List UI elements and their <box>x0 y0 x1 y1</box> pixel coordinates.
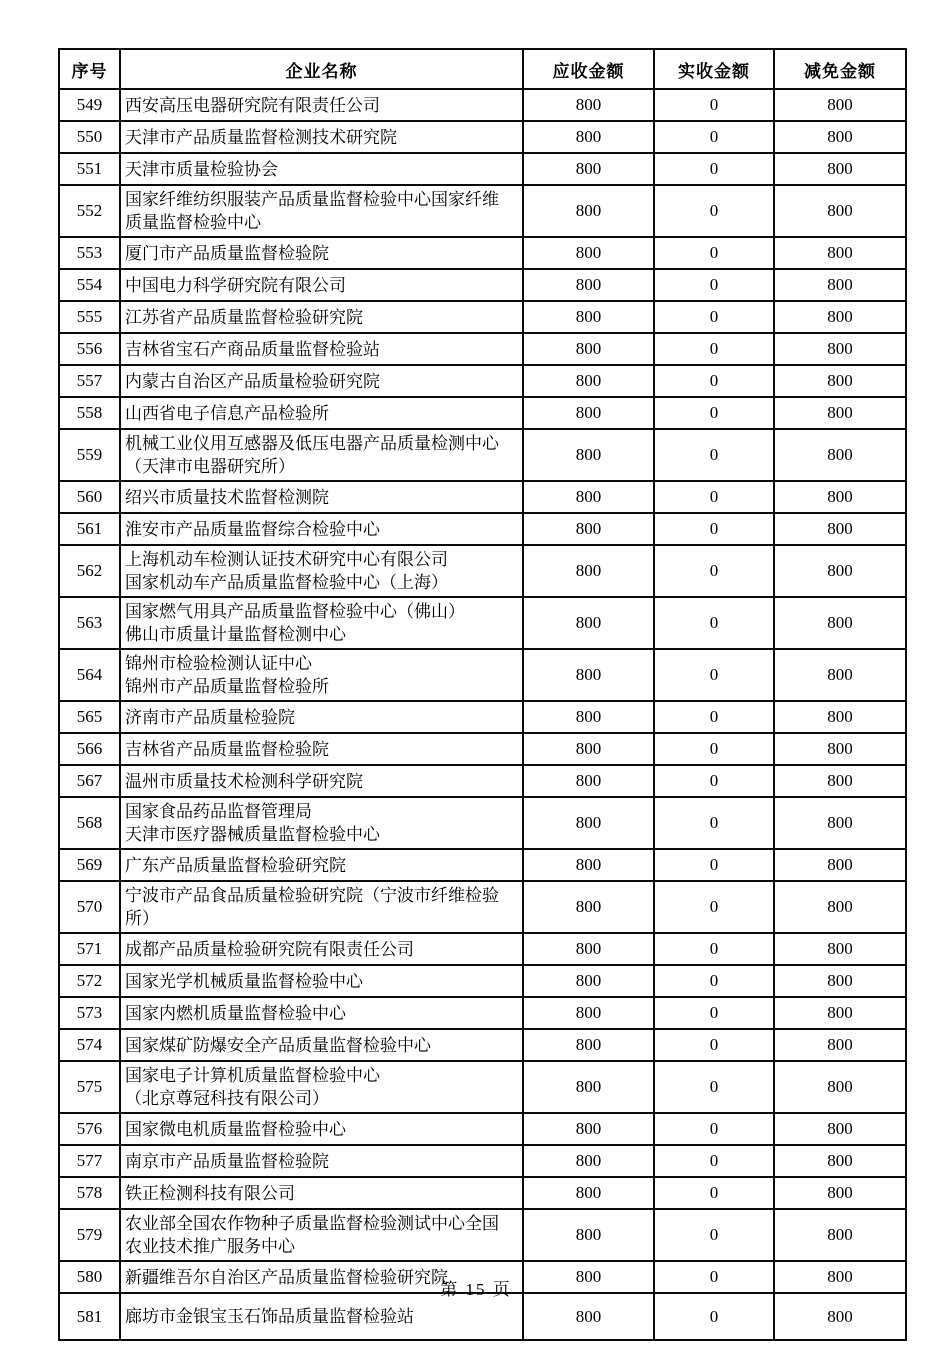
received-amount-cell: 0 <box>654 597 774 649</box>
receivable-amount-cell: 800 <box>523 397 654 429</box>
reduced-amount-cell: 800 <box>774 153 906 185</box>
reduced-amount-cell: 800 <box>774 733 906 765</box>
serial-number-cell: 569 <box>59 849 120 881</box>
receivable-amount-cell: 800 <box>523 1029 654 1061</box>
company-name-cell <box>120 237 523 269</box>
table-row <box>59 933 906 965</box>
company-name-line: 天津市质量检验协会 <box>125 159 278 179</box>
fee-table <box>58 48 907 1341</box>
received-amount-cell: 0 <box>654 89 774 121</box>
reduced-amount-cell: 800 <box>774 1113 906 1145</box>
table-row <box>59 597 906 649</box>
receivable-amount-cell: 800 <box>523 89 654 121</box>
receivable-amount-cell: 800 <box>523 1177 654 1209</box>
serial-number-cell: 555 <box>59 301 120 333</box>
receivable-amount-cell: 800 <box>523 513 654 545</box>
company-name-line: 江苏省产品质量监督检验研究院 <box>125 307 363 327</box>
table-row <box>59 481 906 513</box>
table-row <box>59 545 906 597</box>
company-name-line: 上海机动车检测认证技术研究中心有限公司 <box>125 550 448 569</box>
reduced-amount-cell: 800 <box>774 1177 906 1209</box>
table-row <box>59 649 906 701</box>
company-name-line: （北京尊冠科技有限公司） <box>125 1089 329 1108</box>
received-amount-cell: 0 <box>654 649 774 701</box>
received-amount-cell: 0 <box>654 237 774 269</box>
serial-number-cell: 564 <box>59 649 120 701</box>
company-name-cell <box>120 269 523 301</box>
reduced-amount-cell: 800 <box>774 185 906 237</box>
received-amount-cell: 0 <box>654 1113 774 1145</box>
company-name-cell <box>120 1113 523 1145</box>
company-name-line: 绍兴市质量技术监督检测院 <box>125 487 329 507</box>
table-row <box>59 89 906 121</box>
serial-number-cell: 554 <box>59 269 120 301</box>
serial-number-cell: 560 <box>59 481 120 513</box>
serial-number-cell: 557 <box>59 365 120 397</box>
company-name-line: 机械工业仪用互感器及低压电器产品质量检测中心 <box>125 434 499 453</box>
company-name-line: 国家光学机械质量监督检验中心 <box>125 971 363 991</box>
company-name-line: 淮安市产品质量监督综合检验中心 <box>125 519 380 539</box>
serial-number-cell: 568 <box>59 797 120 849</box>
receivable-amount-cell: 800 <box>523 545 654 597</box>
company-name-line: 宁波市产品食品质量检验研究院（宁波市纤维检验 <box>125 886 499 905</box>
company-name-line: 国家微电机质量监督检验中心 <box>125 1119 346 1139</box>
serial-number-cell: 549 <box>59 89 120 121</box>
reduced-amount-cell: 800 <box>774 649 906 701</box>
received-amount-cell: 0 <box>654 429 774 481</box>
serial-number-cell: 575 <box>59 1061 120 1113</box>
reduced-amount-cell: 800 <box>774 701 906 733</box>
company-name-cell <box>120 545 523 597</box>
received-amount-cell: 0 <box>654 185 774 237</box>
table-row <box>59 237 906 269</box>
reduced-amount-cell: 800 <box>774 1145 906 1177</box>
table-header-row <box>59 49 906 89</box>
company-name-line: 山西省电子信息产品检验所 <box>125 403 329 423</box>
company-name-line: 温州市质量技术检测科学研究院 <box>125 771 363 791</box>
received-amount-cell: 0 <box>654 481 774 513</box>
company-name-cell <box>120 649 523 701</box>
header-reduced-amount: 减免金额 <box>774 49 906 89</box>
received-amount-cell: 0 <box>654 1261 774 1293</box>
table-row <box>59 1029 906 1061</box>
serial-number-cell: 571 <box>59 933 120 965</box>
receivable-amount-cell: 800 <box>523 797 654 849</box>
company-name-cell <box>120 301 523 333</box>
receivable-amount-cell: 800 <box>523 1209 654 1261</box>
receivable-amount-cell: 800 <box>523 997 654 1029</box>
serial-number-cell: 579 <box>59 1209 120 1261</box>
reduced-amount-cell: 800 <box>774 1209 906 1261</box>
received-amount-cell: 0 <box>654 1061 774 1113</box>
receivable-amount-cell: 800 <box>523 1261 654 1293</box>
reduced-amount-cell: 800 <box>774 301 906 333</box>
page-number: 第 15 页 <box>440 1280 512 1299</box>
reduced-amount-cell: 800 <box>774 513 906 545</box>
received-amount-cell: 0 <box>654 965 774 997</box>
serial-number-cell: 574 <box>59 1029 120 1061</box>
received-amount-cell: 0 <box>654 701 774 733</box>
reduced-amount-cell: 800 <box>774 269 906 301</box>
company-name-line: 锦州市检验检测认证中心 <box>125 654 312 673</box>
table-row <box>59 849 906 881</box>
company-name-cell <box>120 333 523 365</box>
header-receivable-amount: 应收金额 <box>523 49 654 89</box>
receivable-amount-cell: 800 <box>523 185 654 237</box>
table-row <box>59 121 906 153</box>
company-name-cell <box>120 397 523 429</box>
company-name-cell <box>120 597 523 649</box>
received-amount-cell: 0 <box>654 881 774 933</box>
reduced-amount-cell: 800 <box>774 1293 906 1340</box>
receivable-amount-cell: 800 <box>523 1061 654 1113</box>
company-name-line: 天津市医疗器械质量监督检验中心 <box>125 825 380 844</box>
table-row <box>59 1113 906 1145</box>
company-name-cell <box>120 881 523 933</box>
table-row <box>59 881 906 933</box>
received-amount-cell: 0 <box>654 365 774 397</box>
company-name-line: 国家食品药品监督管理局 <box>125 802 312 821</box>
receivable-amount-cell: 800 <box>523 701 654 733</box>
receivable-amount-cell: 800 <box>523 333 654 365</box>
company-name-line: 国家电子计算机质量监督检验中心 <box>125 1066 380 1085</box>
received-amount-cell: 0 <box>654 1293 774 1340</box>
table-row <box>59 765 906 797</box>
serial-number-cell: 576 <box>59 1113 120 1145</box>
company-name-cell <box>120 365 523 397</box>
company-name-cell <box>120 1145 523 1177</box>
company-name-cell <box>120 153 523 185</box>
reduced-amount-cell: 800 <box>774 121 906 153</box>
table-body <box>59 89 906 1340</box>
receivable-amount-cell: 800 <box>523 365 654 397</box>
company-name-cell <box>120 1293 523 1340</box>
serial-number-cell: 552 <box>59 185 120 237</box>
company-name-line: 所） <box>125 909 159 928</box>
received-amount-cell: 0 <box>654 269 774 301</box>
receivable-amount-cell: 800 <box>523 429 654 481</box>
table-row <box>59 269 906 301</box>
company-name-line: 成都产品质量检验研究院有限责任公司 <box>125 939 414 959</box>
company-name-line: 农业技术推广服务中心 <box>125 1237 295 1256</box>
company-name-line: 农业部全国农作物种子质量监督检验测试中心全国 <box>125 1214 499 1233</box>
receivable-amount-cell: 800 <box>523 237 654 269</box>
company-name-line: 广东产品质量监督检验研究院 <box>125 855 346 875</box>
table-row <box>59 153 906 185</box>
table-row <box>59 513 906 545</box>
serial-number-cell: 572 <box>59 965 120 997</box>
company-name-line: 西安高压电器研究院有限责任公司 <box>125 95 380 115</box>
reduced-amount-cell: 800 <box>774 429 906 481</box>
company-name-cell <box>120 733 523 765</box>
reduced-amount-cell: 800 <box>774 765 906 797</box>
receivable-amount-cell: 800 <box>523 1113 654 1145</box>
company-name-cell <box>120 481 523 513</box>
company-name-cell <box>120 933 523 965</box>
serial-number-cell: 567 <box>59 765 120 797</box>
company-name-line: 厦门市产品质量监督检验院 <box>125 243 329 263</box>
company-name-line: 内蒙古自治区产品质量检验研究院 <box>125 371 380 391</box>
header-company-name: 企业名称 <box>120 49 523 89</box>
company-name-line: 中国电力科学研究院有限公司 <box>125 275 346 295</box>
receivable-amount-cell: 800 <box>523 481 654 513</box>
receivable-amount-cell: 800 <box>523 933 654 965</box>
reduced-amount-cell: 800 <box>774 89 906 121</box>
company-name-cell <box>120 513 523 545</box>
table-row <box>59 1177 906 1209</box>
company-name-line: 吉林省产品质量监督检验院 <box>125 739 329 759</box>
company-name-cell <box>120 429 523 481</box>
company-name-line: 吉林省宝石产商品质量监督检验站 <box>125 339 380 359</box>
company-name-line: 国家内燃机质量监督检验中心 <box>125 1003 346 1023</box>
table-row <box>59 797 906 849</box>
reduced-amount-cell: 800 <box>774 849 906 881</box>
header-received-amount: 实收金额 <box>654 49 774 89</box>
received-amount-cell: 0 <box>654 797 774 849</box>
serial-number-cell: 581 <box>59 1293 120 1340</box>
receivable-amount-cell: 800 <box>523 1145 654 1177</box>
table-row <box>59 301 906 333</box>
receivable-amount-cell: 800 <box>523 597 654 649</box>
reduced-amount-cell: 800 <box>774 997 906 1029</box>
receivable-amount-cell: 800 <box>523 765 654 797</box>
company-name-cell <box>120 1177 523 1209</box>
reduced-amount-cell: 800 <box>774 545 906 597</box>
serial-number-cell: 551 <box>59 153 120 185</box>
receivable-amount-cell: 800 <box>523 269 654 301</box>
company-name-line: 国家煤矿防爆安全产品质量监督检验中心 <box>125 1035 431 1055</box>
received-amount-cell: 0 <box>654 153 774 185</box>
company-name-cell <box>120 1209 523 1261</box>
received-amount-cell: 0 <box>654 765 774 797</box>
serial-number-cell: 563 <box>59 597 120 649</box>
reduced-amount-cell: 800 <box>774 597 906 649</box>
reduced-amount-cell: 800 <box>774 1061 906 1113</box>
serial-number-cell: 580 <box>59 1261 120 1293</box>
reduced-amount-cell: 800 <box>774 1261 906 1293</box>
received-amount-cell: 0 <box>654 397 774 429</box>
reduced-amount-cell: 800 <box>774 481 906 513</box>
company-name-line: 铁正检测科技有限公司 <box>125 1183 295 1203</box>
company-name-cell <box>120 797 523 849</box>
table-row <box>59 1061 906 1113</box>
serial-number-cell: 577 <box>59 1145 120 1177</box>
table-row <box>59 965 906 997</box>
reduced-amount-cell: 800 <box>774 365 906 397</box>
reduced-amount-cell: 800 <box>774 881 906 933</box>
header-serial-number: 序号 <box>59 49 120 89</box>
company-name-cell <box>120 1061 523 1113</box>
table-row <box>59 333 906 365</box>
table-row <box>59 397 906 429</box>
receivable-amount-cell: 800 <box>523 965 654 997</box>
company-name-cell <box>120 765 523 797</box>
received-amount-cell: 0 <box>654 933 774 965</box>
company-name-line: 新疆维吾尔自治区产品质量监督检验研究院 <box>125 1267 448 1287</box>
reduced-amount-cell: 800 <box>774 333 906 365</box>
serial-number-cell: 556 <box>59 333 120 365</box>
company-name-line: 济南市产品质量检验院 <box>125 707 295 727</box>
company-name-line: 南京市产品质量监督检验院 <box>125 1151 329 1171</box>
company-name-cell <box>120 965 523 997</box>
serial-number-cell: 570 <box>59 881 120 933</box>
table-row <box>59 701 906 733</box>
company-name-cell <box>120 185 523 237</box>
received-amount-cell: 0 <box>654 301 774 333</box>
received-amount-cell: 0 <box>654 1029 774 1061</box>
company-name-line: 廊坊市金银宝玉石饰品质量监督检验站 <box>125 1307 414 1326</box>
company-name-cell <box>120 701 523 733</box>
received-amount-cell: 0 <box>654 1145 774 1177</box>
reduced-amount-cell: 800 <box>774 237 906 269</box>
table-row <box>59 1145 906 1177</box>
table-row <box>59 1293 906 1340</box>
table-row <box>59 1209 906 1261</box>
serial-number-cell: 558 <box>59 397 120 429</box>
serial-number-cell: 553 <box>59 237 120 269</box>
table-row <box>59 185 906 237</box>
reduced-amount-cell: 800 <box>774 965 906 997</box>
company-name-line: （天津市电器研究所） <box>125 457 295 476</box>
receivable-amount-cell: 800 <box>523 849 654 881</box>
table-header <box>59 49 906 89</box>
received-amount-cell: 0 <box>654 121 774 153</box>
company-name-line: 国家机动车产品质量监督检验中心（上海） <box>125 573 448 592</box>
serial-number-cell: 561 <box>59 513 120 545</box>
serial-number-cell: 562 <box>59 545 120 597</box>
company-name-cell <box>120 849 523 881</box>
received-amount-cell: 0 <box>654 513 774 545</box>
company-name-cell <box>120 997 523 1029</box>
company-name-line: 质量监督检验中心 <box>125 213 261 232</box>
serial-number-cell: 573 <box>59 997 120 1029</box>
serial-number-cell: 566 <box>59 733 120 765</box>
receivable-amount-cell: 800 <box>523 121 654 153</box>
table-row <box>59 733 906 765</box>
received-amount-cell: 0 <box>654 1177 774 1209</box>
company-name-line: 锦州市产品质量监督检验所 <box>125 677 329 696</box>
table-row <box>59 365 906 397</box>
serial-number-cell: 559 <box>59 429 120 481</box>
reduced-amount-cell: 800 <box>774 933 906 965</box>
company-name-line: 国家纤维纺织服装产品质量监督检验中心国家纤维 <box>125 190 499 209</box>
receivable-amount-cell: 800 <box>523 1293 654 1340</box>
receivable-amount-cell: 800 <box>523 301 654 333</box>
company-name-line: 佛山市质量计量监督检测中心 <box>125 625 346 644</box>
company-name-line: 天津市产品质量监督检测技术研究院 <box>125 127 397 147</box>
received-amount-cell: 0 <box>654 1209 774 1261</box>
serial-number-cell: 565 <box>59 701 120 733</box>
table-row <box>59 429 906 481</box>
company-name-cell <box>120 121 523 153</box>
serial-number-cell: 578 <box>59 1177 120 1209</box>
receivable-amount-cell: 800 <box>523 881 654 933</box>
company-name-cell <box>120 1029 523 1061</box>
received-amount-cell: 0 <box>654 733 774 765</box>
company-name-cell <box>120 89 523 121</box>
receivable-amount-cell: 800 <box>523 733 654 765</box>
received-amount-cell: 0 <box>654 333 774 365</box>
received-amount-cell: 0 <box>654 545 774 597</box>
table-row <box>59 997 906 1029</box>
serial-number-cell: 550 <box>59 121 120 153</box>
reduced-amount-cell: 800 <box>774 797 906 849</box>
received-amount-cell: 0 <box>654 997 774 1029</box>
company-name-line: 国家燃气用具产品质量监督检验中心（佛山） <box>125 602 465 621</box>
reduced-amount-cell: 800 <box>774 1029 906 1061</box>
reduced-amount-cell: 800 <box>774 397 906 429</box>
received-amount-cell: 0 <box>654 849 774 881</box>
receivable-amount-cell: 800 <box>523 153 654 185</box>
receivable-amount-cell: 800 <box>523 649 654 701</box>
